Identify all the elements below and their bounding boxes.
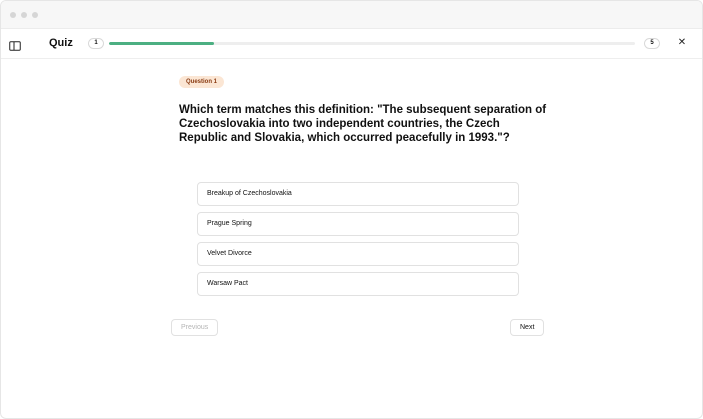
window-dot-maximize[interactable]: [32, 12, 38, 18]
total-steps-badge: 5: [644, 38, 660, 49]
quiz-header: [1, 29, 702, 59]
next-button[interactable]: Next: [510, 319, 544, 336]
question-number-badge: Question 1: [179, 76, 224, 88]
progress-fill: [109, 42, 214, 45]
sidebar-icon[interactable]: [9, 38, 21, 48]
window-dot-close[interactable]: [10, 12, 16, 18]
answer-option[interactable]: Prague Spring: [197, 212, 519, 236]
current-step-badge: 1: [88, 38, 104, 49]
page-title: Quiz: [49, 37, 73, 49]
previous-button[interactable]: Previous: [171, 319, 218, 336]
answer-option[interactable]: Breakup of Czechoslovakia: [197, 182, 519, 206]
answer-option[interactable]: Warsaw Pact: [197, 272, 519, 296]
window-dot-minimize[interactable]: [21, 12, 27, 18]
progress-bar: [109, 42, 635, 45]
question-text: Which term matches this definition: "The subsequent separation of Czechoslovakia into two independent countries, the Czech Republic and Slovakia, which occurred peacefully in 1993."?: [179, 104, 547, 144]
close-icon[interactable]: ✕: [677, 37, 687, 48]
title-bar: [1, 1, 702, 29]
answer-option[interactable]: Velvet Divorce: [197, 242, 519, 266]
